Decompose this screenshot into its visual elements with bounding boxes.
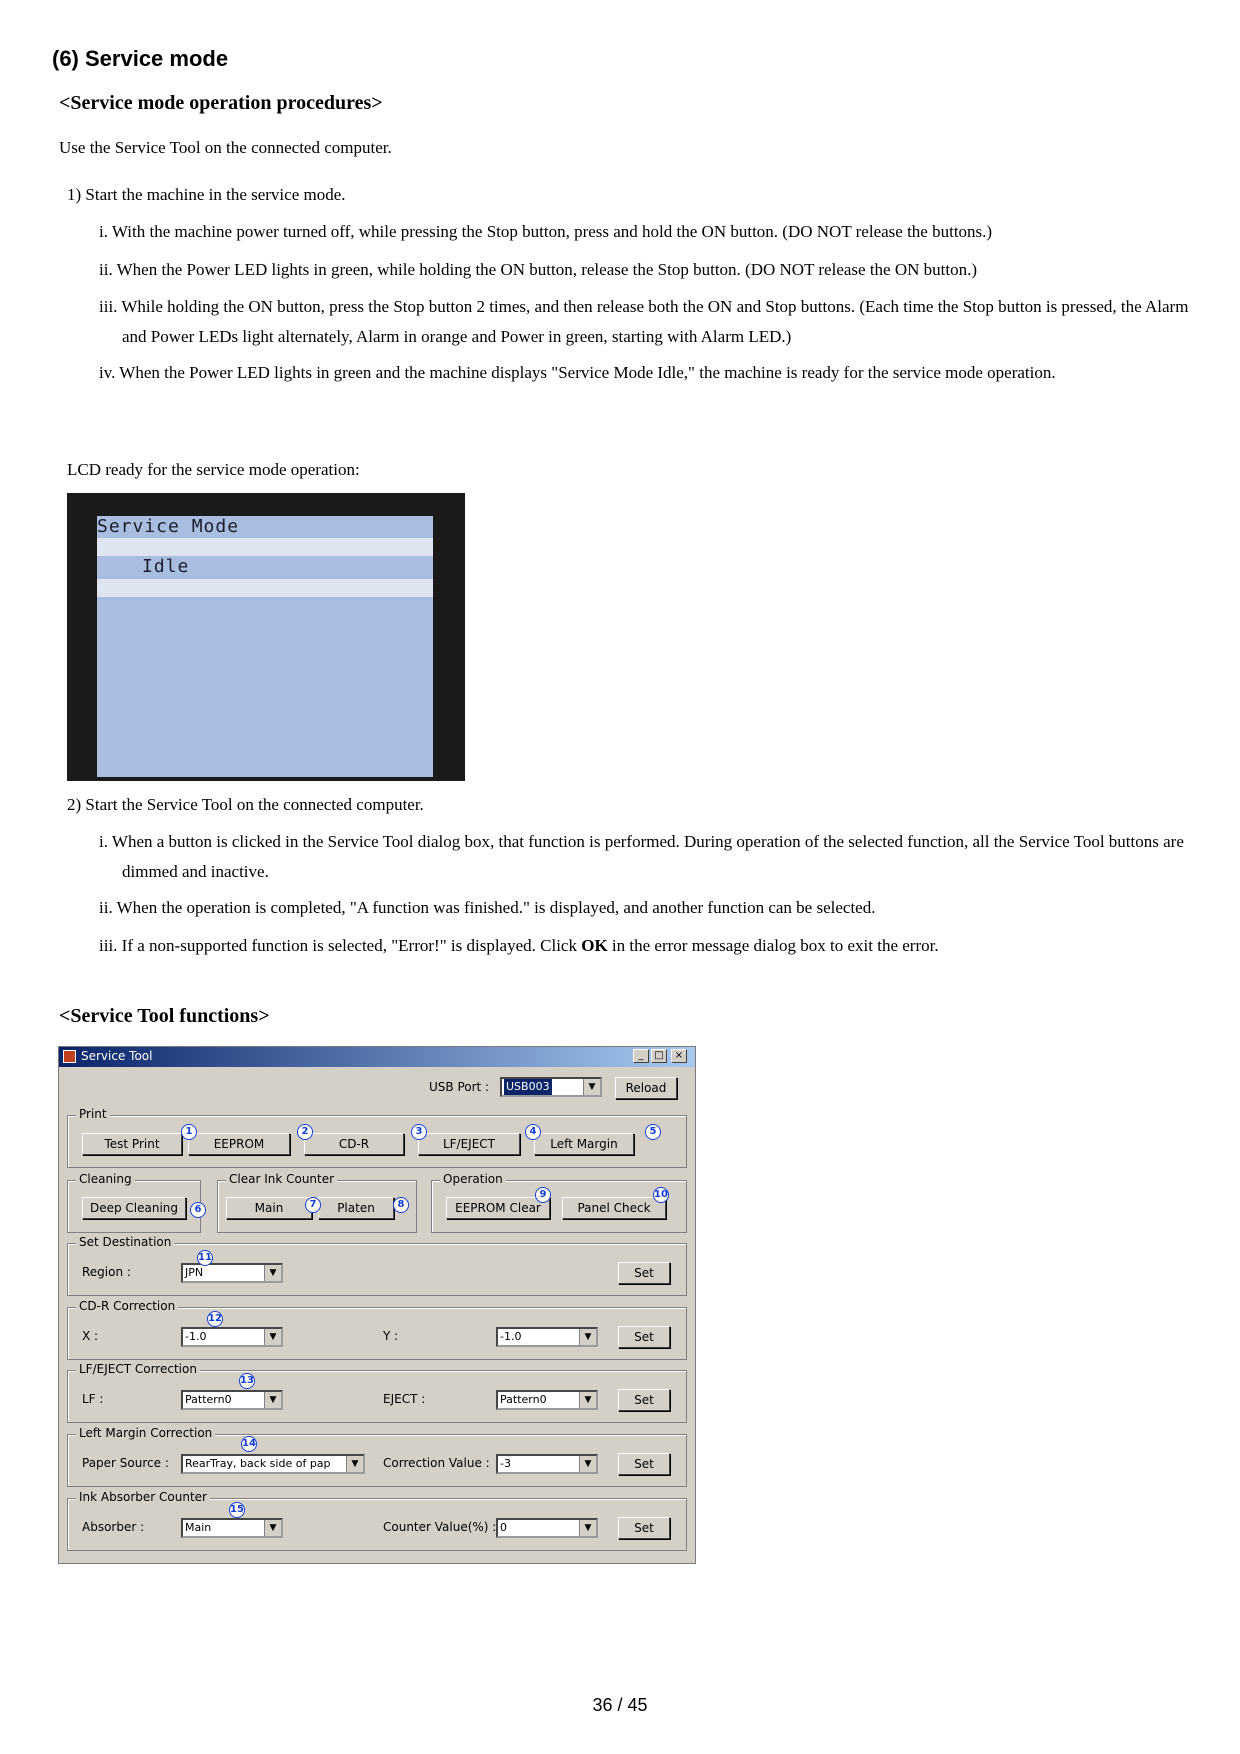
lcd-caption: LCD ready for the service mode operation: — [67, 460, 360, 479]
step-1-ii: ii. When the Power LED lights in green, while holding the ON button, release the Stop button. (DO NOT release the ON button.) — [99, 260, 978, 279]
callout-3: 3 — [411, 1124, 427, 1140]
callout-14: 14 — [241, 1436, 257, 1452]
left-margin-button[interactable]: Left Margin — [534, 1133, 634, 1155]
chevron-down-icon: ▼ — [264, 1265, 281, 1281]
usb-port-label: USB Port : — [429, 1080, 490, 1094]
close-icon[interactable]: × — [671, 1049, 687, 1063]
page-number: 36 / 45 — [592, 1695, 648, 1715]
callout-12: 12 — [207, 1311, 223, 1327]
lf-label: LF : — [82, 1392, 104, 1406]
app-icon — [63, 1050, 76, 1063]
callout-1: 1 — [181, 1124, 197, 1140]
eject-select[interactable]: Pattern0 ▼ — [496, 1390, 598, 1410]
correction-value-select[interactable]: -3 ▼ — [496, 1454, 598, 1474]
operation-group-label: Operation — [440, 1172, 506, 1186]
set-destination-group — [67, 1235, 687, 1296]
paper-source-label: Paper Source : — [82, 1456, 169, 1470]
lcd-photo — [67, 493, 465, 781]
cleaning-group — [67, 1172, 201, 1233]
ink-absorber-counter-group — [67, 1490, 687, 1551]
chevron-down-icon: ▼ — [579, 1520, 596, 1536]
callout-7: 7 — [305, 1197, 321, 1213]
correction-value-label: Correction Value : — [383, 1456, 490, 1470]
set-destination-button[interactable]: Set — [618, 1262, 670, 1284]
chevron-down-icon: ▼ — [579, 1392, 596, 1408]
lf-select[interactable]: Pattern0 ▼ — [181, 1390, 283, 1410]
lf-eject-correction-group — [67, 1362, 687, 1423]
callout-9: 9 — [535, 1187, 551, 1203]
usb-port-select[interactable]: USB003 ▼ — [500, 1077, 602, 1097]
ink-absorber-set-button[interactable]: Set — [618, 1517, 670, 1539]
cdr-set-button[interactable]: Set — [618, 1326, 670, 1348]
chevron-down-icon: ▼ — [264, 1520, 281, 1536]
region-select[interactable]: JPN ▼ — [181, 1263, 283, 1283]
service-tool-window — [58, 1046, 696, 1564]
step-2-ii: ii. When the operation is completed, "A function was finished." is displayed, and another function can be selected. — [99, 898, 876, 917]
absorber-label: Absorber : — [82, 1520, 145, 1534]
clear-ink-main-button[interactable]: Main — [226, 1197, 312, 1219]
chevron-down-icon: ▼ — [264, 1392, 281, 1408]
step-1: 1) Start the machine in the service mode. — [67, 185, 346, 204]
panel-check-button[interactable]: Panel Check — [562, 1197, 666, 1219]
chevron-down-icon: ▼ — [346, 1456, 363, 1472]
callout-15: 15 — [229, 1502, 245, 1518]
eeprom-clear-button[interactable]: EEPROM Clear — [446, 1197, 550, 1219]
lf-eject-correction-label: LF/EJECT Correction — [76, 1362, 200, 1376]
lcd-line-1: Service Mode — [97, 516, 240, 537]
eject-label: EJECT : — [383, 1392, 426, 1406]
callout-10: 10 — [653, 1187, 669, 1203]
step-2: 2) Start the Service Tool on the connected computer. — [67, 795, 424, 814]
window-title: Service Tool — [81, 1049, 153, 1063]
window-titlebar[interactable] — [59, 1047, 695, 1067]
eeprom-button[interactable]: EEPROM — [188, 1133, 290, 1155]
deep-cleaning-button[interactable]: Deep Cleaning — [82, 1197, 186, 1219]
cdr-correction-group — [67, 1299, 687, 1360]
lf-eject-button[interactable]: LF/EJECT — [418, 1133, 520, 1155]
test-print-button[interactable]: Test Print — [82, 1133, 182, 1155]
chevron-down-icon: ▼ — [264, 1329, 281, 1345]
cdr-correction-label: CD-R Correction — [76, 1299, 178, 1313]
callout-5: 5 — [645, 1124, 661, 1140]
callout-13: 13 — [239, 1373, 255, 1389]
functions-heading: <Service Tool functions> — [59, 1005, 270, 1027]
chevron-down-icon: ▼ — [579, 1456, 596, 1472]
clear-ink-platen-button[interactable]: Platen — [318, 1197, 394, 1219]
cdr-x-label: X : — [82, 1329, 99, 1343]
cdr-y-select[interactable]: -1.0 ▼ — [496, 1327, 598, 1347]
left-margin-correction-label: Left Margin Correction — [76, 1426, 215, 1440]
step-2-i: i. When a button is clicked in the Service Tool dialog box, that function is performed. During operation of the selected function, all the Service Tool buttons are dimmed and inactive. — [99, 832, 1184, 881]
region-label: Region : — [82, 1265, 131, 1279]
callout-4: 4 — [525, 1124, 541, 1140]
step-1-iii: iii. While holding the ON button, press the Stop button 2 times, and then release both the ON and Stop buttons. (Each time the Stop button is pressed, the Alarm and Power LEDs light alternately, Alarm in orange and Power in green, starting with Alarm LED.) — [99, 297, 1189, 346]
step-1-i: i. With the machine power turned off, while pressing the Stop button, press and hold the ON button. (DO NOT release the buttons.) — [99, 222, 993, 241]
section-title: (6) Service mode — [52, 46, 229, 71]
print-group — [67, 1107, 687, 1168]
clear-ink-counter-label: Clear Ink Counter — [226, 1172, 337, 1186]
step-2-iii: iii. If a non-supported function is selected, "Error!" is displayed. Click OK in the error message dialog box to exit the error. — [99, 936, 939, 955]
absorber-select[interactable]: Main ▼ — [181, 1518, 283, 1538]
callout-6: 6 — [190, 1202, 206, 1218]
paper-source-select[interactable]: RearTray, back side of pap ▼ — [181, 1454, 365, 1474]
counter-value-label: Counter Value(%) : — [383, 1520, 497, 1534]
minimize-icon[interactable]: _ — [633, 1049, 649, 1063]
left-margin-correction-group — [67, 1426, 687, 1487]
chevron-down-icon: ▼ — [583, 1079, 600, 1095]
cdr-y-label: Y : — [383, 1329, 399, 1343]
left-margin-set-button[interactable]: Set — [618, 1453, 670, 1475]
procedures-heading: <Service mode operation procedures> — [59, 92, 383, 114]
ink-absorber-counter-label: Ink Absorber Counter — [76, 1490, 210, 1504]
cdr-x-select[interactable]: -1.0 ▼ — [181, 1327, 283, 1347]
set-destination-label: Set Destination — [76, 1235, 174, 1249]
step-1-iv: iv. When the Power LED lights in green and the machine displays "Service Mode Idle," the machine is ready for the service mode operation. — [99, 363, 1056, 382]
operation-group — [431, 1172, 687, 1233]
callout-2: 2 — [297, 1124, 313, 1140]
intro-text: Use the Service Tool on the connected computer. — [59, 138, 392, 157]
cdr-button[interactable]: CD-R — [304, 1133, 404, 1155]
counter-value-select[interactable]: 0 ▼ — [496, 1518, 598, 1538]
reload-button[interactable]: Reload — [615, 1077, 677, 1099]
print-group-label: Print — [76, 1107, 110, 1121]
lcd-screen — [97, 516, 433, 777]
cleaning-group-label: Cleaning — [76, 1172, 135, 1186]
callout-11: 11 — [197, 1250, 213, 1266]
callout-8: 8 — [393, 1197, 409, 1213]
lf-eject-set-button[interactable]: Set — [618, 1389, 670, 1411]
maximize-icon[interactable]: □ — [651, 1049, 667, 1063]
lcd-line-2: Idle — [142, 556, 190, 577]
chevron-down-icon: ▼ — [579, 1329, 596, 1345]
